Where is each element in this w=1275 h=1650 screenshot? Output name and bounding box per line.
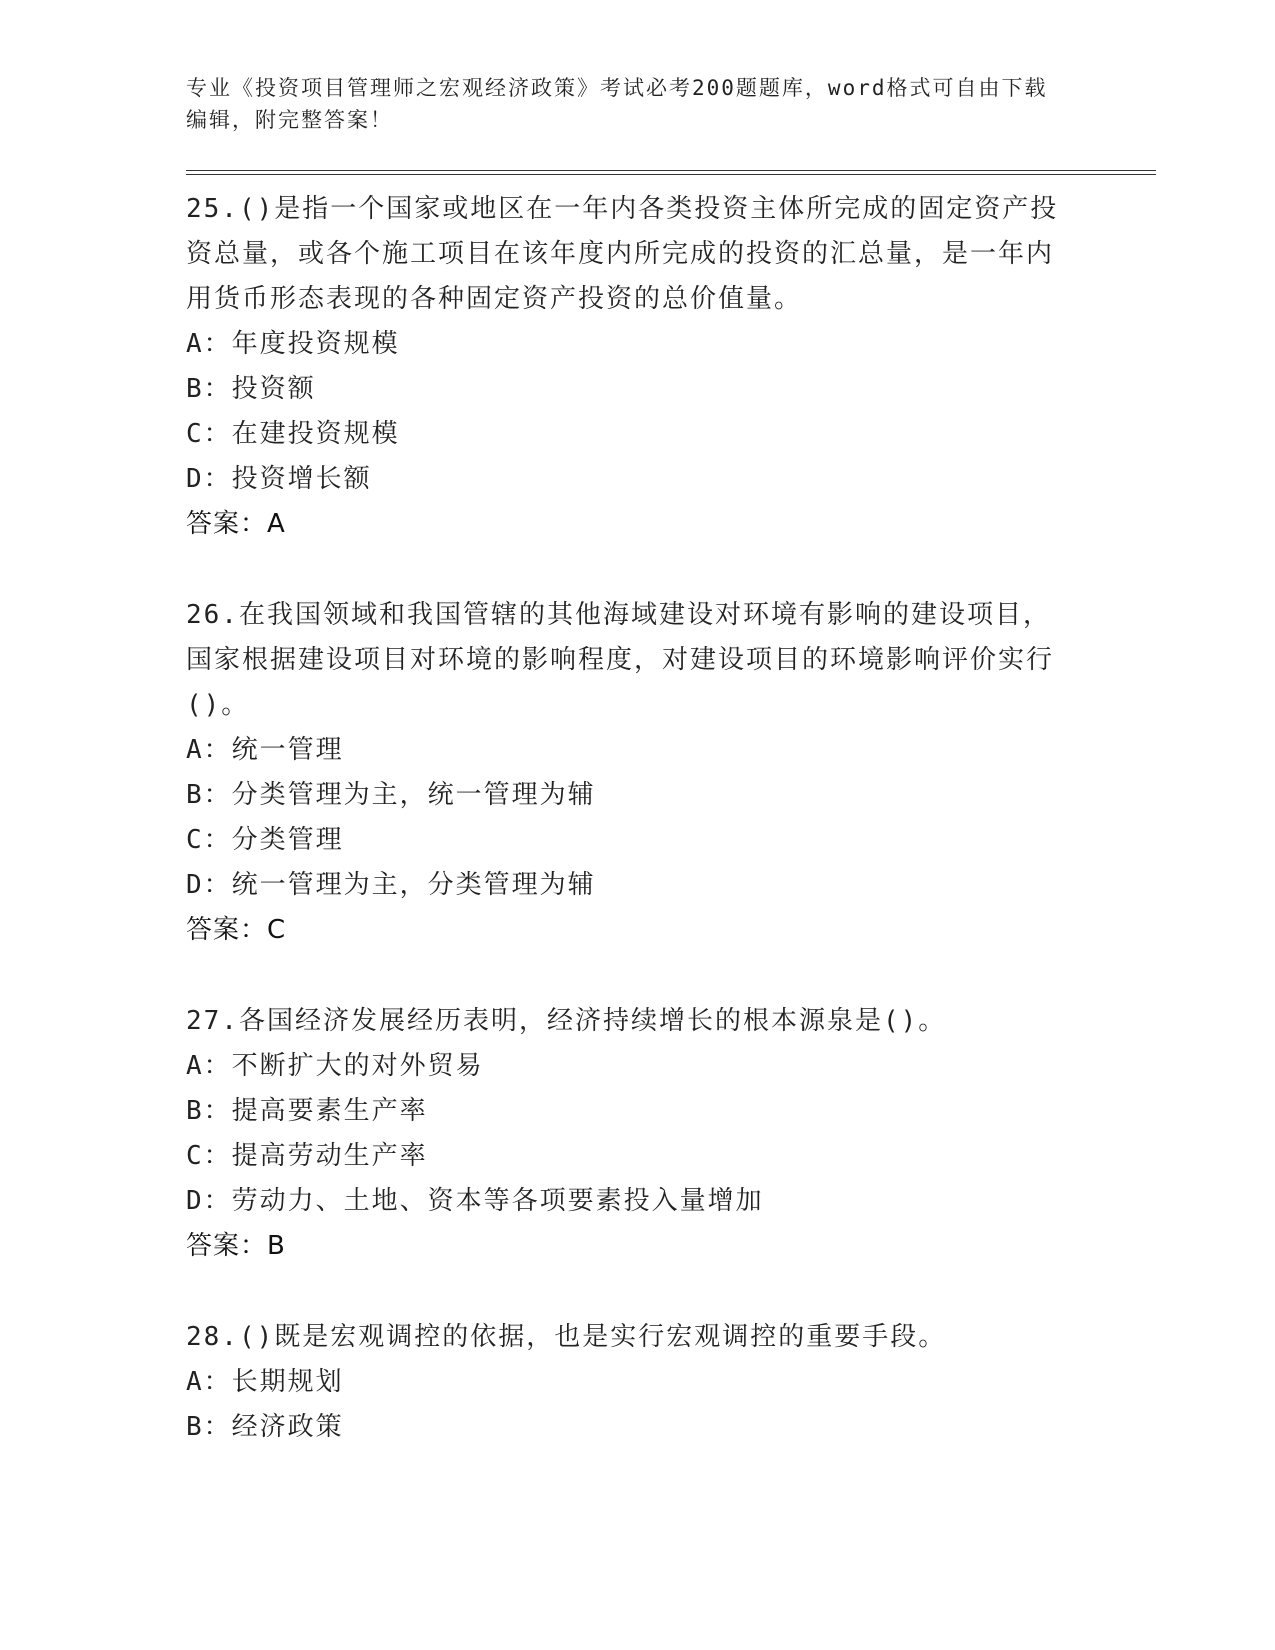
- option-b: B：分类管理为主，统一管理为辅: [186, 780, 596, 810]
- question-stem: 27.各国经济发展经历表明，经济持续增长的根本源泉是()。: [186, 1006, 947, 1036]
- option-b: B：经济政策: [186, 1412, 344, 1442]
- option-d: D：劳动力、土地、资本等各项要素投入量增加: [186, 1186, 764, 1216]
- option-a: A：统一管理: [186, 735, 344, 765]
- question-27: [186, 999, 1156, 1269]
- option-a: A：不断扩大的对外贸易: [186, 1051, 484, 1081]
- document-page: [186, 72, 1156, 1450]
- option-c: C：提高劳动生产率: [186, 1141, 428, 1171]
- option-c: C：在建投资规模: [186, 419, 400, 449]
- question-26: [186, 593, 1156, 953]
- option-b: B：提高要素生产率: [186, 1096, 428, 1126]
- header-divider: [186, 170, 1156, 175]
- question-stem: 25.()是指一个国家或地区在一年内各类投资主体所完成的固定资产投资总量，或各个施工项目在该年度内所完成的投资的汇总量，是一年内用货币形态表现的各种固定资产投资的总价值量。: [186, 194, 1059, 314]
- option-a: A：年度投资规模: [186, 329, 400, 359]
- answer-line: 答案：C: [186, 915, 287, 945]
- question-28: [186, 1315, 1156, 1450]
- option-d: D：统一管理为主，分类管理为辅: [186, 870, 596, 900]
- document-description: 专业《投资项目管理师之宏观经济政策》考试必考200题题库，word格式可自由下载编辑，附完整答案！: [186, 76, 1048, 132]
- question-stem: 26.在我国领域和我国管辖的其他海域建设对环境有影响的建设项目，国家根据建设项目对环境的影响程度，对建设项目的环境影响评价实行()。: [186, 600, 1055, 720]
- answer-line: 答案：A: [186, 509, 286, 539]
- answer-line: 答案：B: [186, 1231, 286, 1261]
- option-c: C：分类管理: [186, 825, 344, 855]
- question-stem: 28.()既是宏观调控的依据，也是实行宏观调控的重要手段。: [186, 1322, 947, 1352]
- option-b: B：投资额: [186, 374, 316, 404]
- option-d: D：投资增长额: [186, 464, 372, 494]
- question-25: [186, 187, 1156, 547]
- option-a: A：长期规划: [186, 1367, 344, 1397]
